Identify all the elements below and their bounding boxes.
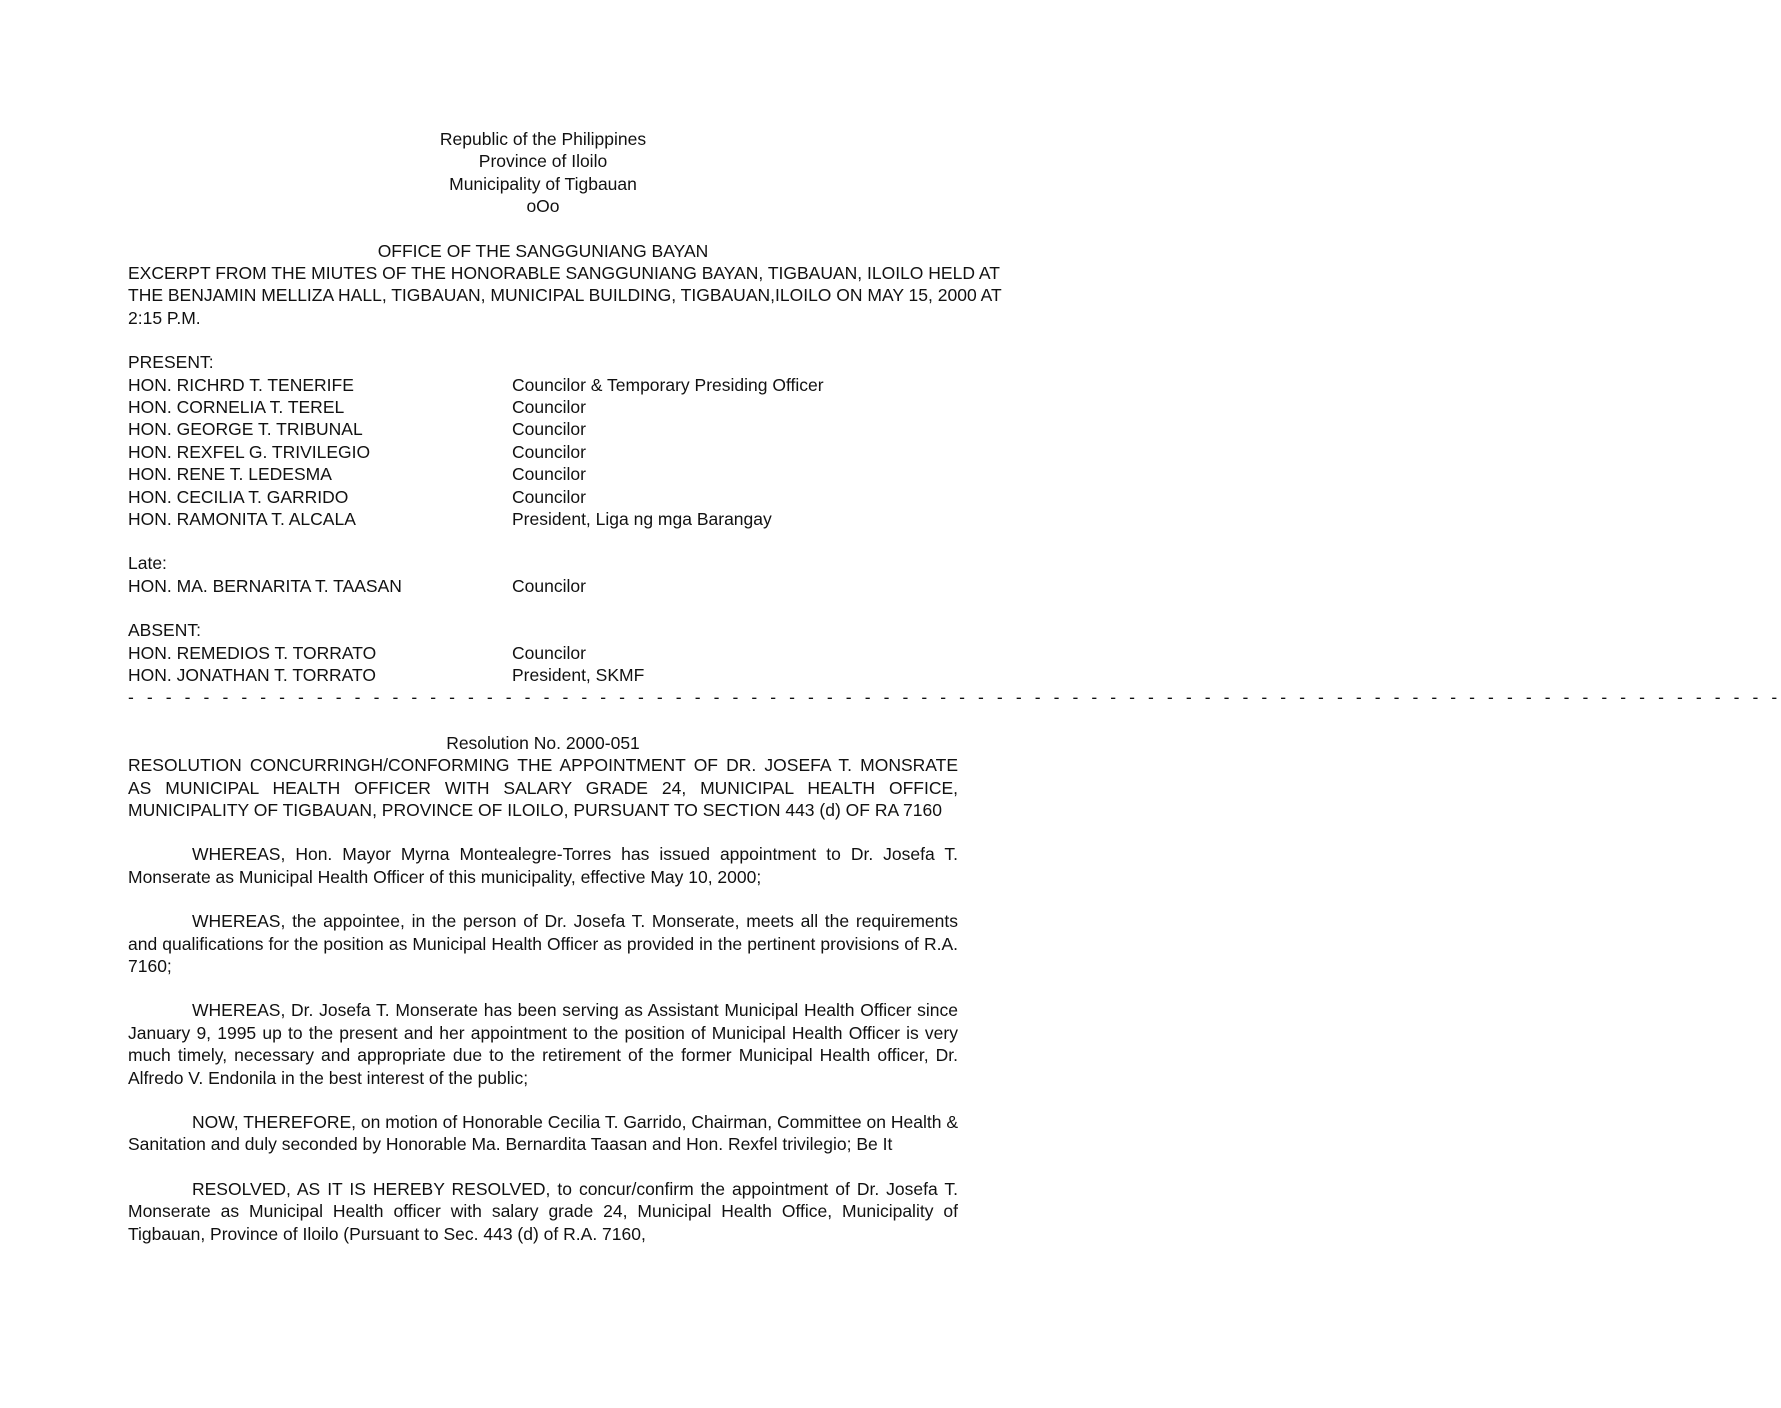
excerpt-line: THE BENJAMIN MELLIZA HALL, TIGBAUAN, MUNICIPAL BUILDING, TIGBAUAN,ILOILO ON MAY 15, 2000 AT [128, 285, 1002, 306]
attendee-row [128, 374, 958, 396]
resolution-paragraph: RESOLVED, AS IT IS HEREBY RESOLVED, to concur/confirm the appointment of Dr. Josefa T. Monserate as Municipal Health officer with salary grade 24, Municipal Health Office, Municipality of Tigbauan, Province of Iloilo (Pursuant to Sec. 443 (d) of R.A. 7160, [128, 1178, 958, 1244]
minutes-excerpt [128, 262, 1002, 329]
attendee-role: Councilor [512, 464, 586, 485]
letterhead [128, 128, 958, 218]
attendee-name: HON. RAMONITA T. ALCALA [128, 509, 356, 529]
attendee-name: HON. RENE T. LEDESMA [128, 464, 332, 485]
attendee-row [128, 642, 958, 664]
resolution-paragraph: WHEREAS, the appointee, in the person of Dr. Josefa T. Monserate, meets all the requirements and qualifications for the position as Municipal Health Officer as provided in the pertinent provisions of R.A. 7160; [128, 911, 958, 977]
attendee-name: HON. CECILIA T. GARRIDO [128, 486, 349, 507]
province-name: Province of Iloilo [478, 151, 608, 172]
attendee-role: Councilor [512, 575, 586, 596]
attendee-name: HON. REXFEL G. TRIVILEGIO [128, 441, 371, 462]
excerpt-line: EXCERPT FROM THE MIUTES OF THE HONORABLE SANGGUNIANG BAYAN, TIGBAUAN, ILOILO HELD AT [128, 263, 1000, 284]
ornament: oOo [526, 196, 560, 217]
attendee-role: President, SKMF [512, 664, 645, 685]
attendee-row [128, 418, 958, 440]
attendee-name: HON. REMEDIOS T. TORRATO [128, 642, 377, 663]
attendee-role: Councilor [512, 419, 586, 440]
attendee-row [128, 463, 958, 485]
attendee-name: HON. MA. BERNARITA T. TAASAN [128, 575, 402, 596]
country-name: Republic of the Philippines [439, 129, 647, 149]
present-section [128, 351, 958, 530]
absent-section [128, 619, 958, 686]
attendee-row [128, 575, 958, 597]
attendee-name: HON. RICHRD T. TENERIFE [128, 374, 354, 395]
attendee-role: Councilor [512, 397, 586, 418]
excerpt-line: 2:15 P.M. [128, 307, 201, 328]
municipality-name: Municipality of Tigbauan [449, 173, 637, 194]
present-label: PRESENT: [128, 352, 214, 373]
attendee-role: President, Liga ng mga Barangay [512, 509, 772, 529]
late-section [128, 552, 958, 597]
attendee-role: Councilor [512, 486, 586, 507]
section-divider: - - - - - - - - - - - - - - - - - - - - - - - - - - - - - - - - - - - - - - - - - - - - - - - - - - - - - - - - - - - - - - - - - - - - - - - - - - - - - - - - - - - - - - - - [128, 687, 1781, 708]
resolution-title: RESOLUTION CONCURRINGH/CONFORMING THE APPOINTMENT OF DR. JOSEFA T. MONSRATE AS MUNICIPAL HEALTH OFFICER WITH SALARY GRADE 24, MUNICIPAL HEALTH OFFICE, MUNICIPALITY OF TIGBAUAN, PROVINCE OF ILOILO, PURSUANT TO SECTION 443 (d) OF RA 7160 [128, 755, 958, 820]
attendee-row [128, 664, 958, 686]
attendee-name: HON. CORNELIA T. TEREL [128, 397, 345, 418]
office-title: OFFICE OF THE SANGGUNIANG BAYAN [377, 240, 709, 261]
attendee-role: Councilor [512, 642, 586, 663]
absent-label: ABSENT: [128, 620, 201, 641]
resolution-paragraph: WHEREAS, Dr. Josefa T. Monserate has been serving as Assistant Municipal Health Officer since January 9, 1995 up to the present and her appointment to the position of Municipal Health Officer is very much timely, necessary and appropriate due to the retirement of the former Municipal Health officer, Dr. Alfredo V. Endonila in the best interest of the public; [128, 1000, 958, 1088]
attendee-row [128, 441, 958, 463]
attendee-role: Councilor [512, 441, 586, 462]
attendee-row [128, 486, 958, 508]
resolution-number: Resolution No. 2000-051 [446, 732, 640, 753]
attendee-row [128, 508, 958, 530]
resolution-paragraph: NOW, THEREFORE, on motion of Honorable Cecilia T. Garrido, Chairman, Committee on Health & Sanitation and duly seconded by Honorable Ma. Bernardita Taasan and Hon. Rexfel trivilegio; Be It [128, 1112, 958, 1155]
resolution-paragraph: WHEREAS, Hon. Mayor Myrna Montealegre-Torres has issued appointment to Dr. Josefa T. Monserate as Municipal Health Officer of this municipality, effective May 10, 2000; [128, 844, 958, 887]
attendee-role: Councilor & Temporary Presiding Officer [512, 374, 824, 395]
late-label: Late: [128, 553, 167, 574]
document-page [128, 128, 1781, 1245]
attendee-row [128, 396, 958, 418]
attendee-name: HON. JONATHAN T. TORRATO [128, 664, 376, 685]
attendee-name: HON. GEORGE T. TRIBUNAL [128, 419, 363, 440]
